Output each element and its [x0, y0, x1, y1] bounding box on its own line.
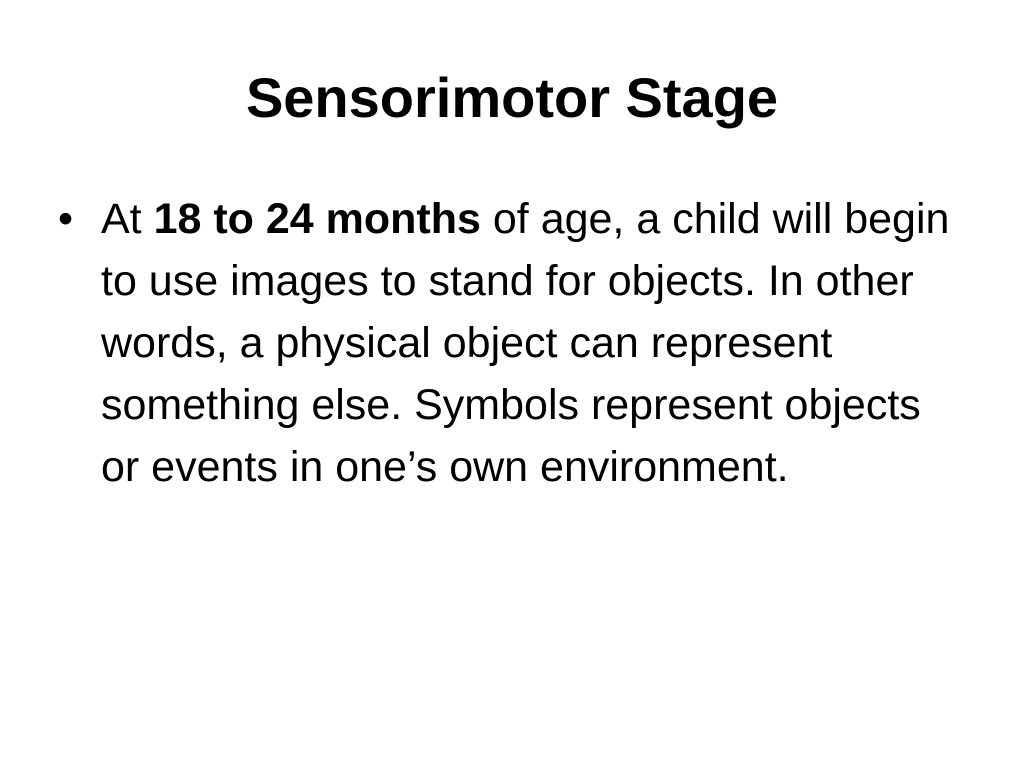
slide-title: Sensorimotor Stage	[245, 66, 779, 129]
bullet-body-text: of age, a child will begin to use images to stand for objects. In other words, a physical object can represent something else. Symbols represent objects or events in one’s own environment.	[101, 195, 950, 491]
bullet-icon: •	[58, 195, 74, 243]
bullet-list	[58, 188, 958, 498]
bullet-lead-text: At	[101, 195, 154, 243]
bullet-emphasis-text: 18 to 24 months	[153, 195, 481, 243]
bullet-item	[58, 188, 958, 498]
